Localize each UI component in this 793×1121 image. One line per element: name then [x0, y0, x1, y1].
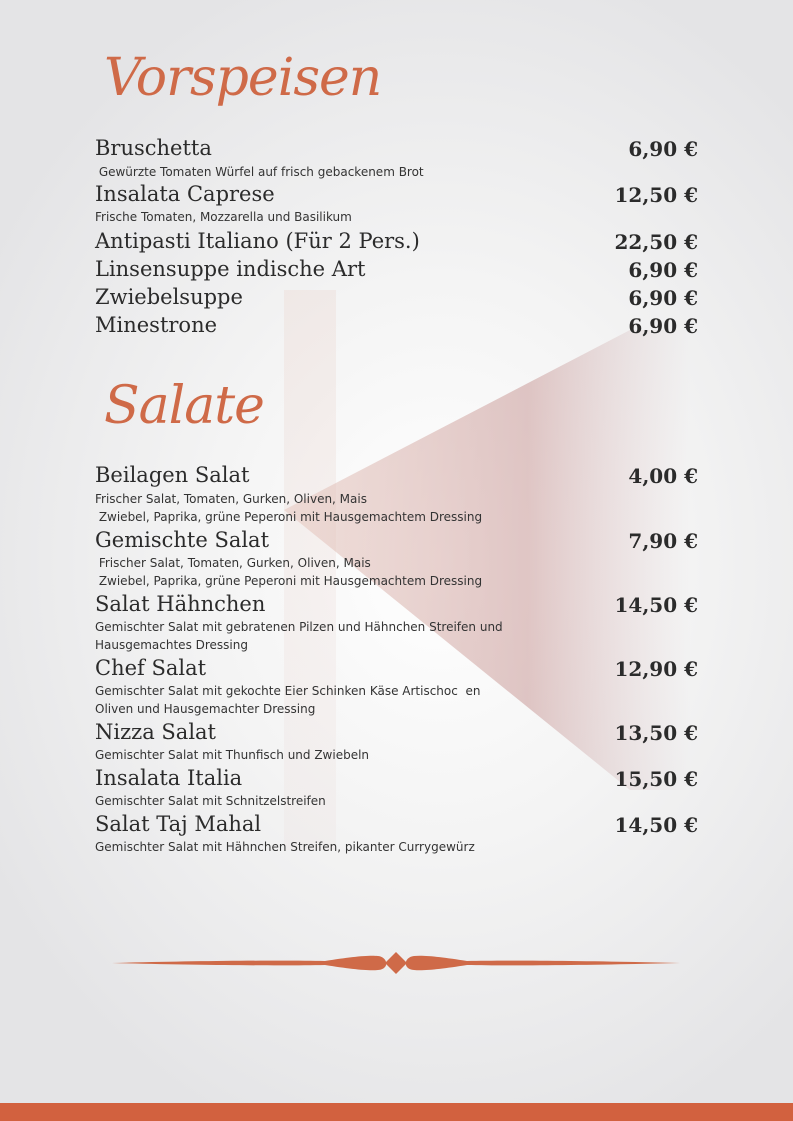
- menu-item-name: Antipasti Italiano (Für 2 Pers.): [95, 229, 420, 253]
- menu-item-name: Insalata Caprese: [95, 182, 275, 206]
- section-title-vorspeisen: Vorspeisen: [104, 48, 382, 108]
- menu-item-price: 4,00 €: [628, 464, 698, 488]
- menu-item-name: Bruschetta: [95, 136, 212, 160]
- menu-item-name: Zwiebelsuppe: [95, 285, 243, 309]
- menu-item-description: Gemischter Salat mit Hähnchen Streifen, pikanter Currygewürz: [95, 840, 475, 854]
- menu-item-price: 15,50 €: [614, 767, 698, 791]
- menu-item-description: Frischer Salat, Tomaten, Gurken, Oliven, Mais Zwiebel, Paprika, grüne Peperoni mit Hausgemachtem Dressing: [95, 492, 483, 524]
- menu-item-price: 6,90 €: [628, 286, 698, 310]
- menu-item-description: Gewürzte Tomaten Würfel auf frisch gebackenem Brot: [95, 165, 424, 179]
- menu-item-price: 12,90 €: [614, 657, 698, 681]
- menu-item-name: Insalata Italia: [95, 766, 243, 790]
- bottom-accent-bar: [0, 1103, 793, 1121]
- menu-item-name: Salat Hähnchen: [95, 592, 266, 616]
- menu-item-name: Gemischte Salat: [95, 528, 270, 552]
- menu-item-price: 6,90 €: [628, 314, 698, 338]
- menu-item-description: Gemischter Salat mit gebratenen Pilzen und Hähnchen Streifen und Hausgemachtes Dressing: [95, 620, 503, 652]
- menu-item-description: Gemischter Salat mit Thunfisch und Zwiebeln: [95, 748, 370, 762]
- menu-item-price: 7,90 €: [628, 529, 698, 553]
- menu-item-description: Gemischter Salat mit gekochte Eier Schinken Käse Artischoc en Oliven und Hausgemachter Dressing: [95, 684, 481, 716]
- menu-item-name: Linsensuppe indische Art: [95, 257, 366, 281]
- menu-item-name: Minestrone: [95, 313, 218, 337]
- menu-item-price: 6,90 €: [628, 137, 698, 161]
- menu-item-description: Gemischter Salat mit Schnitzelstreifen: [95, 794, 326, 808]
- menu-item-name: Beilagen Salat: [95, 463, 250, 487]
- menu-item-price: 14,50 €: [614, 813, 698, 837]
- menu-item-name: Salat Taj Mahal: [95, 812, 262, 836]
- menu-item-price: 6,90 €: [628, 258, 698, 282]
- ornamental-divider: [110, 948, 682, 978]
- menu-item-price: 14,50 €: [614, 593, 698, 617]
- menu-item-name: Chef Salat: [95, 656, 207, 680]
- menu-item-description: Frischer Salat, Tomaten, Gurken, Oliven, Mais Zwiebel, Paprika, grüne Peperoni mit Hausgemachtem Dressing: [98, 556, 483, 588]
- menu-item-price: 13,50 €: [614, 721, 698, 745]
- menu-item-name: Nizza Salat: [95, 720, 216, 744]
- menu-item-price: 22,50 €: [614, 230, 698, 254]
- menu-item-price: 12,50 €: [614, 183, 698, 207]
- section-title-salate: Salate: [104, 376, 264, 436]
- menu-item-description: Frische Tomaten, Mozzarella und Basilikum: [95, 210, 352, 224]
